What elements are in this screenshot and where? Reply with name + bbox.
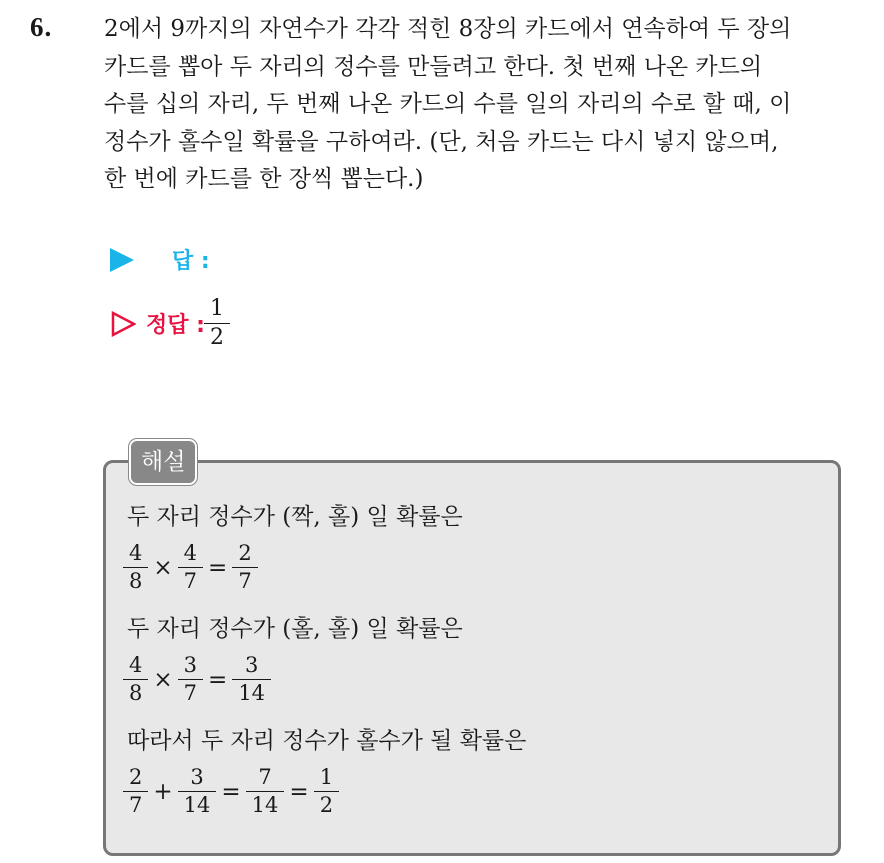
solution-line: 두 자리 정수가 (홀, 홀) 일 확률은 — [127, 616, 463, 642]
question-text — [104, 14, 864, 202]
fraction-denominator: 8 — [123, 679, 148, 704]
fraction-denominator: 14 — [178, 791, 217, 816]
fraction-numerator: 4 — [183, 541, 198, 565]
fraction-denominator: 7 — [178, 679, 203, 704]
fraction-denominator: 8 — [123, 567, 148, 592]
fraction-denominator: 2 — [204, 323, 230, 349]
fraction-numerator: 4 — [129, 653, 143, 677]
fraction — [181, 767, 214, 816]
play-filled-icon — [110, 248, 134, 272]
solution-line: 두 자리 정수가 (짝, 홀) 일 확률은 — [127, 504, 463, 530]
fraction — [126, 767, 145, 816]
answer-label: 답 : — [172, 249, 210, 274]
fraction-numerator: 1 — [209, 296, 224, 321]
solution-equation — [124, 543, 257, 592]
fraction-denominator: 14 — [246, 791, 285, 816]
operator: = — [208, 554, 228, 581]
correct-answer-row — [110, 298, 229, 349]
fraction-denominator: 14 — [232, 679, 271, 704]
fraction-numerator: 3 — [183, 653, 198, 677]
fraction-denominator: 7 — [178, 567, 203, 592]
fraction — [249, 767, 282, 816]
fraction-numerator: 1 — [319, 765, 334, 789]
fraction — [181, 655, 200, 704]
fraction — [126, 543, 145, 592]
question-line: 정수가 홀수일 확률을 구하여라. (단, 처음 카드는 다시 넣지 않으며, — [104, 128, 779, 155]
fraction-numerator: 2 — [129, 765, 143, 789]
fraction-denominator: 7 — [123, 791, 148, 816]
question-line: 한 번에 카드를 한 장씩 뽑는다.) — [104, 166, 424, 192]
fraction-numerator: 3 — [244, 653, 259, 677]
fraction — [317, 767, 336, 816]
fraction-denominator: 2 — [314, 791, 339, 816]
operator: = — [208, 666, 228, 693]
fraction-numerator: 7 — [258, 765, 272, 789]
solution-line: 따라서 두 자리 정수가 홀수가 될 확률은 — [127, 728, 527, 754]
fraction — [181, 543, 200, 592]
question-number: 6. — [30, 12, 53, 42]
operator: + — [153, 778, 173, 805]
correct-answer-fraction — [207, 298, 227, 349]
fraction — [235, 543, 254, 592]
question-line: 2에서 9까지의 자연수가 각각 적힌 8장의 카드에서 연속하여 두 장의 — [104, 16, 792, 42]
fraction — [235, 655, 268, 704]
solution-equation — [124, 767, 338, 816]
answer-blank-row — [110, 244, 210, 275]
fraction-numerator: 2 — [238, 541, 252, 565]
solution-equation — [124, 655, 270, 704]
fraction-numerator: 3 — [190, 765, 204, 789]
operator: × — [153, 554, 173, 581]
fraction — [126, 655, 145, 704]
fraction-denominator: 7 — [232, 567, 257, 592]
fraction-numerator: 4 — [129, 541, 143, 565]
question-line: 카드를 뽑아 두 자리의 정수를 만들려고 한다. 첫 번째 나온 카드의 — [104, 53, 763, 80]
play-outline-icon — [110, 311, 136, 337]
question-line: 수를 십의 자리, 두 번째 나온 카드의 수를 일의 자리의 수로 할 때, 이 — [104, 91, 792, 117]
solution-tag: 해설 — [129, 439, 197, 485]
operator: = — [221, 778, 241, 805]
correct-answer-label: 정답 : — [146, 313, 205, 338]
operator: = — [289, 778, 309, 805]
operator: × — [153, 666, 173, 693]
